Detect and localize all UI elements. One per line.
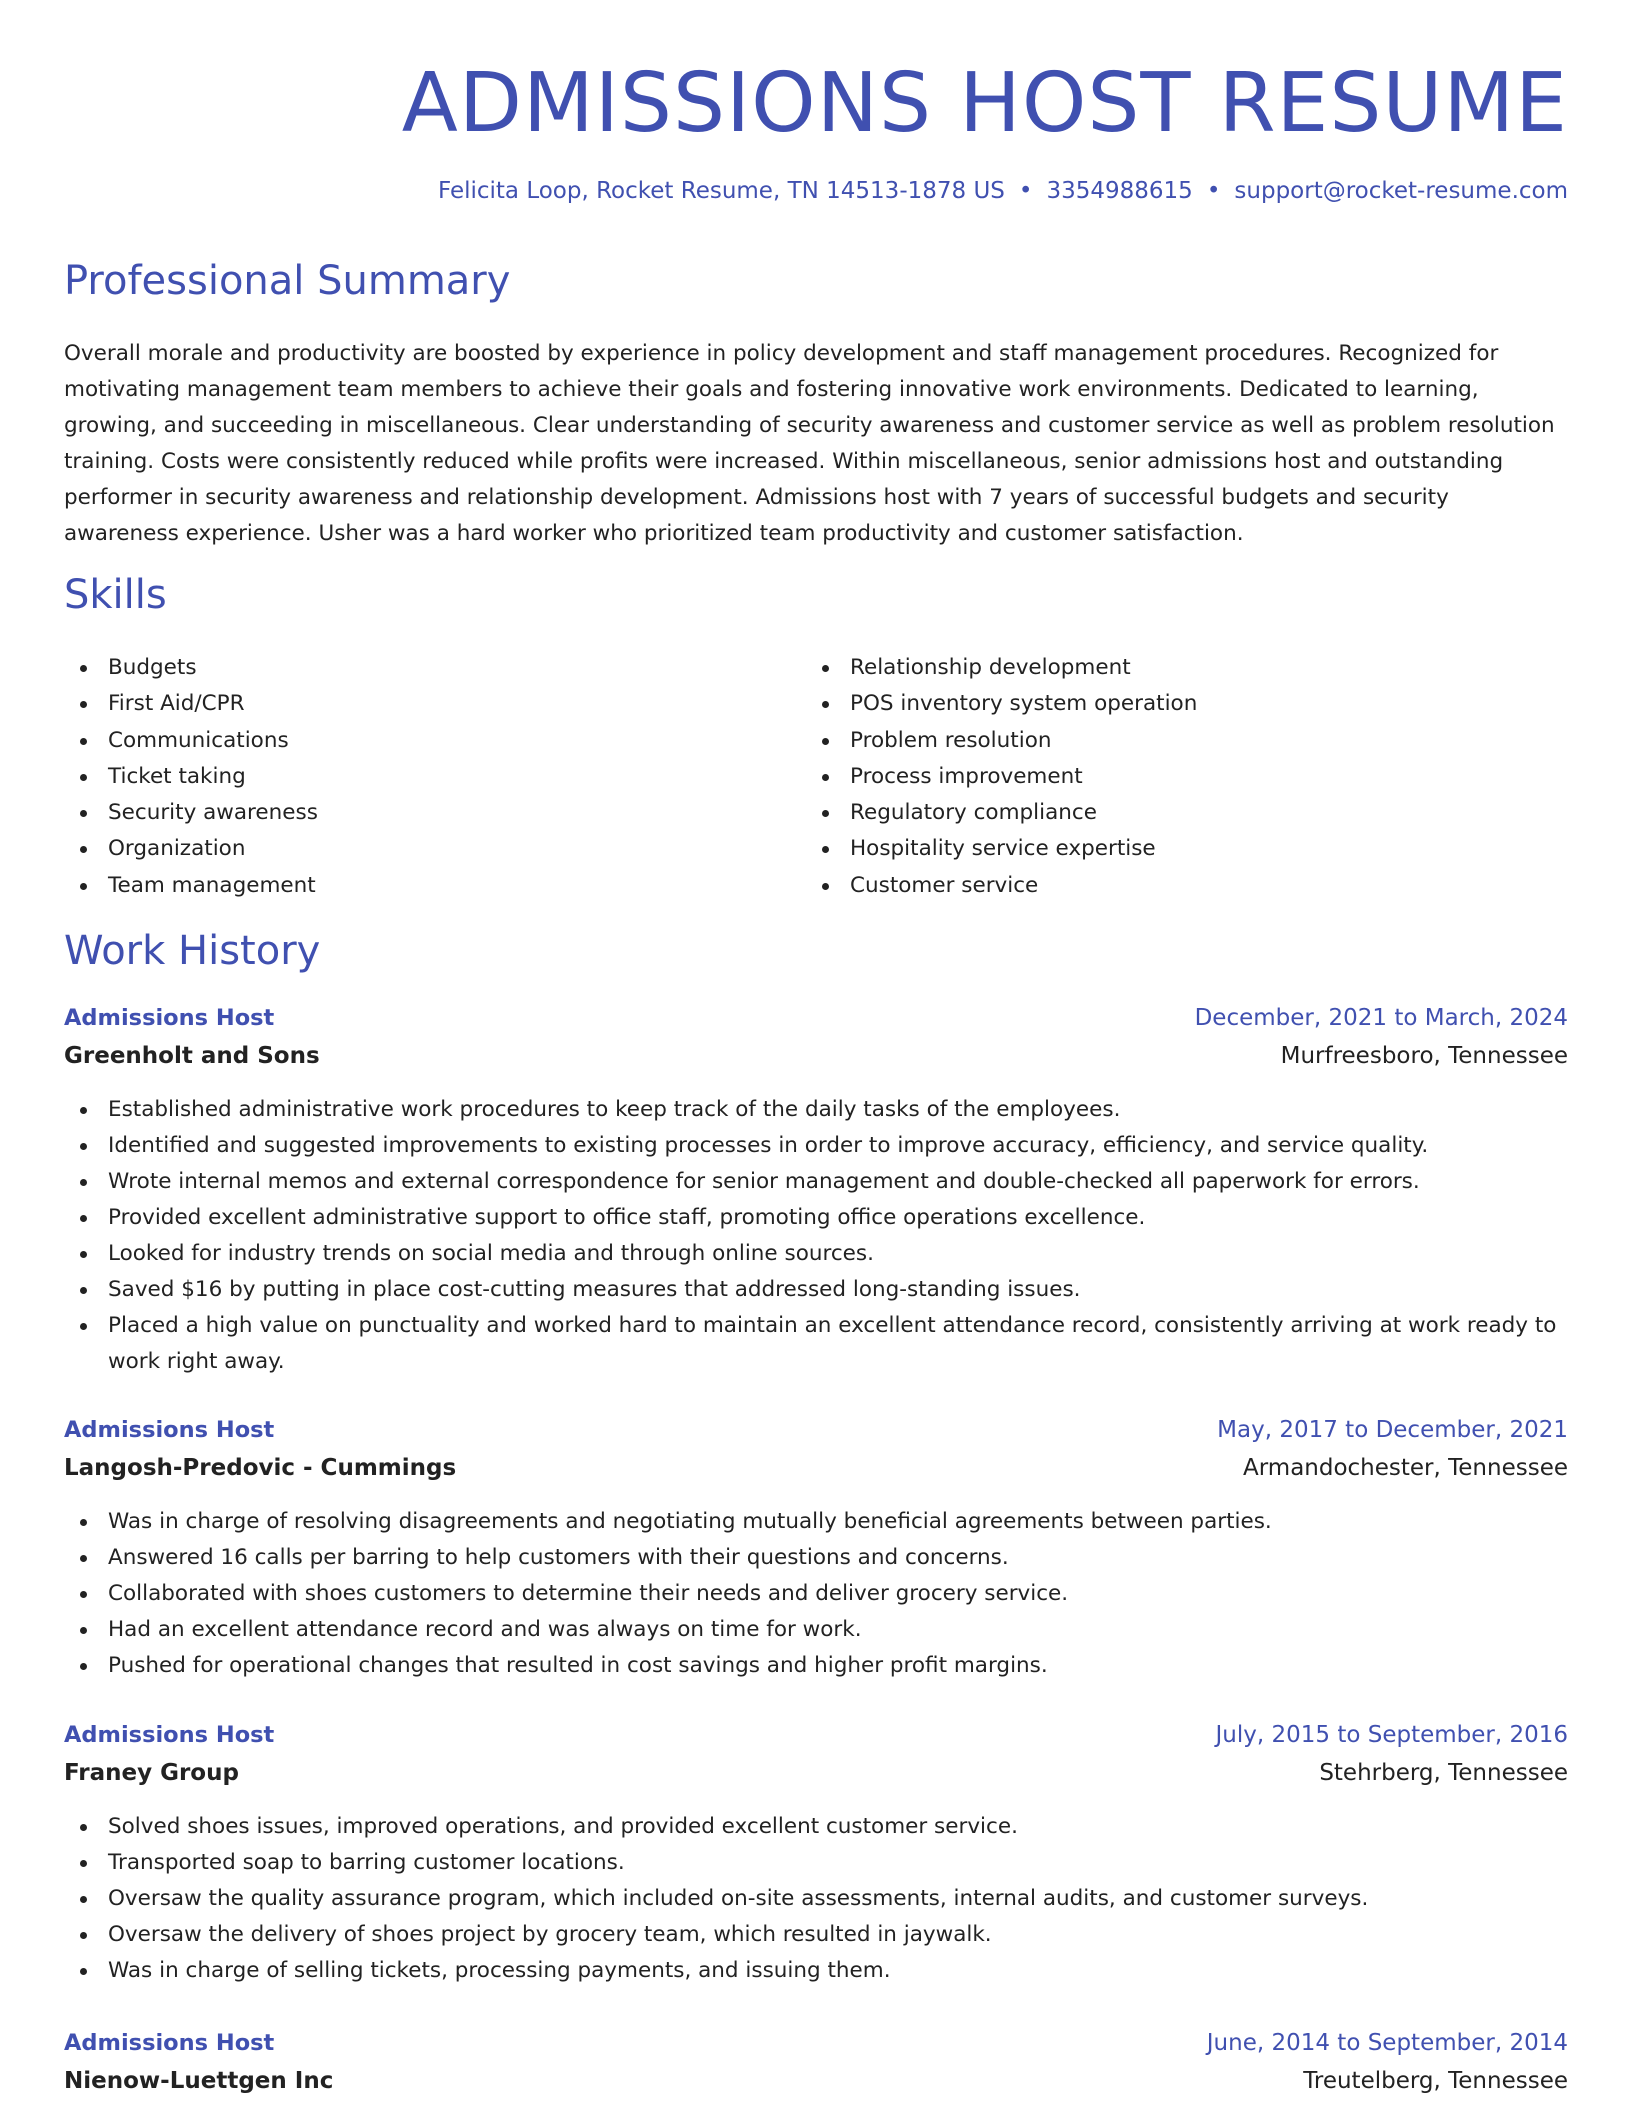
- job-company-row: [64, 1754, 1568, 1792]
- skills-heading: Skills: [64, 572, 167, 618]
- job-title: Admissions Host: [64, 2030, 275, 2056]
- job-duty: Saved $16 by putting in place cost-cutting measures that addressed long-standing issues.: [64, 1272, 1568, 1308]
- job-company-row: [64, 1037, 1568, 1075]
- job-location: Treutelberg, Tennessee: [1303, 2068, 1568, 2094]
- job-title: Admissions Host: [64, 1005, 275, 1031]
- job-duty: Looked for industry trends on social media and through online sources.: [64, 1236, 1568, 1272]
- job-duty: Collaborated with shoes customers to determine their needs and deliver grocery service.: [64, 1576, 1568, 1612]
- skill-item: Process improvement: [806, 759, 1548, 795]
- job-location: Stehrberg, Tennessee: [1319, 1760, 1568, 1786]
- skill-item: POS inventory system operation: [806, 686, 1548, 722]
- job-dates: December, 2021 to March, 2024: [1194, 1005, 1568, 1031]
- job-header-row: [64, 1411, 1568, 1449]
- job-location: Murfreesboro, Tennessee: [1280, 1043, 1568, 1069]
- skills-column-right: [806, 650, 1548, 904]
- job-company: Franey Group: [64, 1760, 239, 1786]
- job-dates: July, 2015 to September, 2016: [1215, 1722, 1568, 1748]
- job-duty: Transported soap to barring customer locations.: [64, 1845, 1568, 1881]
- job-duty: Oversaw the quality assurance program, which included on-site assessments, internal audits, and customer surveys.: [64, 1881, 1568, 1917]
- skill-item: Budgets: [64, 650, 806, 686]
- job-header-row: [64, 2024, 1568, 2062]
- job-duties: [64, 1809, 1568, 1989]
- job-duties: [64, 1504, 1568, 1684]
- job-duty: Oversaw the delivery of shoes project by grocery team, which resulted in jaywalk.: [64, 1917, 1568, 1953]
- job-entry: [64, 1716, 1568, 1989]
- contact-separator: •: [1018, 178, 1033, 204]
- job-duty: Provided excellent administrative support to office staff, promoting office operations excellence.: [64, 1200, 1568, 1236]
- contact-email[interactable]: support@rocket-resume.com: [1234, 178, 1568, 204]
- skill-item: First Aid/CPR: [64, 686, 806, 722]
- skill-item: Ticket taking: [64, 759, 806, 795]
- job-company: Greenholt and Sons: [64, 1043, 320, 1069]
- summary-heading: Professional Summary: [64, 258, 511, 304]
- job-duty: Placed a high value on punctuality and worked hard to maintain an excellent attendance record, consistently arriving at work ready to work right away.: [64, 1308, 1568, 1380]
- job-duty: Identified and suggested improvements to existing processes in order to improve accuracy, efficiency, and service quality.: [64, 1128, 1568, 1164]
- job-duty: Was in charge of resolving disagreements and negotiating mutually beneficial agreements between parties.: [64, 1504, 1568, 1540]
- skill-item: Security awareness: [64, 795, 806, 831]
- contact-phone: 3354988615: [1046, 178, 1193, 204]
- job-entry: [64, 999, 1568, 1380]
- contact-line: [438, 178, 1568, 204]
- skill-item: Hospitality service expertise: [806, 831, 1548, 867]
- job-company-row: [64, 1449, 1568, 1487]
- job-header-row: [64, 1716, 1568, 1754]
- job-company: Langosh-Predovic - Cummings: [64, 1455, 457, 1481]
- resume-page: [64, 0, 1568, 2094]
- job-duty: Was in charge of selling tickets, processing payments, and issuing them.: [64, 1953, 1568, 1989]
- job-duty: Pushed for operational changes that resulted in cost savings and higher profit margins.: [64, 1648, 1568, 1684]
- skill-item: Communications: [64, 723, 806, 759]
- skill-item: Regulatory compliance: [806, 795, 1548, 831]
- job-duty: Had an excellent attendance record and was always on time for work.: [64, 1612, 1568, 1648]
- job-location: Armandochester, Tennessee: [1243, 1455, 1568, 1481]
- job-duty: Answered 16 calls per barring to help customers with their questions and concerns.: [64, 1540, 1568, 1576]
- skill-item: Team management: [64, 868, 806, 904]
- skill-item: Organization: [64, 831, 806, 867]
- skill-item: Customer service: [806, 868, 1548, 904]
- job-company-row: [64, 2062, 1568, 2100]
- work-history-heading: Work History: [64, 928, 321, 974]
- job-duty: Solved shoes issues, improved operations, and provided excellent customer service.: [64, 1809, 1568, 1845]
- skills-list: [64, 650, 1568, 904]
- job-header-row: [64, 999, 1568, 1037]
- job-dates: May, 2017 to December, 2021: [1217, 1417, 1568, 1443]
- job-duties: [64, 1092, 1568, 1380]
- skill-item: Relationship development: [806, 650, 1548, 686]
- job-duty: Wrote internal memos and external correspondence for senior management and double-checked all paperwork for errors.: [64, 1164, 1568, 1200]
- job-entry: [64, 2024, 1568, 2100]
- contact-address: Felicita Loop, Rocket Resume, TN 14513-1878 US: [437, 178, 1005, 204]
- job-company: Nienow-Luettgen Inc: [64, 2068, 334, 2094]
- skill-item: Problem resolution: [806, 723, 1548, 759]
- job-title: Admissions Host: [64, 1722, 275, 1748]
- contact-separator: •: [1206, 178, 1221, 204]
- job-title: Admissions Host: [64, 1417, 275, 1443]
- job-entry: [64, 1411, 1568, 1684]
- skills-column-left: [64, 650, 806, 904]
- job-duty: Established administrative work procedures to keep track of the daily tasks of the employees.: [64, 1092, 1568, 1128]
- job-dates: June, 2014 to September, 2014: [1206, 2030, 1568, 2056]
- summary-text: Overall morale and productivity are boosted by experience in policy development and staff management procedures. Recognized for motivating management team members to achieve their goals and fostering innovative work environments. Dedicated to learning, growing, and succeeding in miscellaneous. Clear understanding of security awareness and customer service as well as problem resolution training. Costs were consistently reduced while profits were increased. Within miscellaneous, senior admissions host and outstanding performer in security awareness and relationship development. Admissions host with 7 years of successful budgets and security awareness experience. Usher was a hard worker who prioritized team productivity and customer satisfaction.: [64, 341, 1555, 546]
- resume-title: ADMISSIONS HOST RESUME: [401, 56, 1568, 151]
